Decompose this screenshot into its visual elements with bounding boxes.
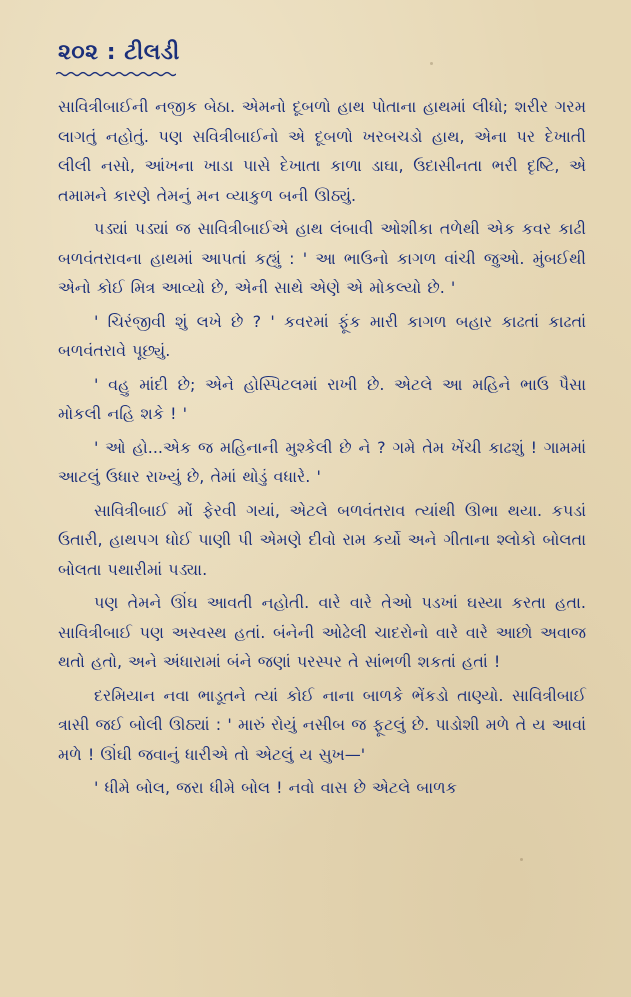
paper-speck — [430, 62, 433, 65]
paragraph: પણ તેમને ઊંઘ આવતી નહોતી. વારે વારે તેઓ પડખાં ઘસ્યા કરતા હતા. સાવિત્રીબાઈ પણ અસ્વસ્થ હતાં. બંનેની ઓઢેલી ચાદરોનો વારે વારે આછો અવાજ થતો હતો, અને અંધારામાં બંને જણાં પરસ્પર તે સાંભળી શકતાં હતાં ! — [58, 593, 586, 671]
paragraph: ' ઓ હો...એક જ મહિનાની મુશ્કેલી છે ને ? ગમે તેમ ખેંચી કાઢશું ! ગામમાં આટલું ઉધાર રાખ્યું છે, તેમાં થોડું વધારે. ' — [58, 437, 586, 486]
paragraph: ' ચિરંજીવી શું લખે છે ? ' કવરમાં ફૂંક મારી કાગળ બહાર કાઢતાં કાઢતાં બળવંતરાવે પૂછ્યું. — [58, 311, 586, 360]
paragraph: ' વહુ માંદી છે; એને હોસ્પિટલમાં રાખી છે. એટલે આ મહિને ભાઉ પૈસા મોકલી નહિ શકે ! ' — [58, 374, 586, 423]
page-header: ૨૦૨ : ટીલડી — [58, 40, 180, 65]
paragraph: ' ધીમે બોલ, જરા ધીમે બોલ ! નવો વાસ છે એટલે બાળક — [94, 778, 457, 797]
header-decorative-underline — [56, 70, 176, 78]
page-body — [58, 92, 586, 807]
paragraph: સાવિત્રીબાઈ મોં ફેરવી ગયાં, એટલે બળવંતરાવ ત્યાંથી ઊભા થયા. કપડાં ઉતારી, હાથપગ ધોઈ પાણી પી એમણે દીવો રામ કર્યો અને ગીતાના શ્લોકો બોલતા બોલતા પથારીમાં પડ્યા. — [58, 500, 586, 579]
paper-speck — [520, 858, 523, 861]
paragraph: પડ્યાં પડ્યાં જ સાવિત્રીબાઈએ હાથ લંબાવી ઓશીકા તળેથી એક કવર કાઢી બળવંતરાવના હાથમાં આપતાં કહ્યું : ' આ ભાઉનો કાગળ વાંચી જુઓ. મુંબઈથી એનો કોઈ મિત્ર આવ્યો છે, એની સાથે એણે એ મોકલ્યો છે. ' — [58, 219, 586, 297]
paragraph: દરમિયાન નવા ભાડૂતને ત્યાં કોઈ નાના બાળકે ભેંકડો તાણ્યો. સાવિત્રીબાઈ ત્રાસી જઈ બોલી ઊઠ્યાં : ' મારું રોયું નસીબ જ ફૂટલું છે. પાડોશી મળે તે ય આવાં મળે ! ઊંઘી જવાનું ધારીએ તો એટલું ય સુખ—' — [58, 685, 586, 764]
paragraph: સાવિત્રીબાઈની નજીક બેઠા. એમનો દૂબળો હાથ પોતાના હાથમાં લીધો; શરીર ગરમ લાગતું નહોતું. પણ સવિત્રીબાઈનો એ દૂબળો ખરબચડો હાથ, એના પર દેખાતી લીલી નસો, આંખના ખાડા પાસે દેખાતા કાળા ડાઘા, ઉદાસીનતા ભરી દૃષ્ટિ, એ તમામને કારણે તેમનું મન વ્યાકુળ બની ઊઠ્યું. — [58, 97, 586, 205]
